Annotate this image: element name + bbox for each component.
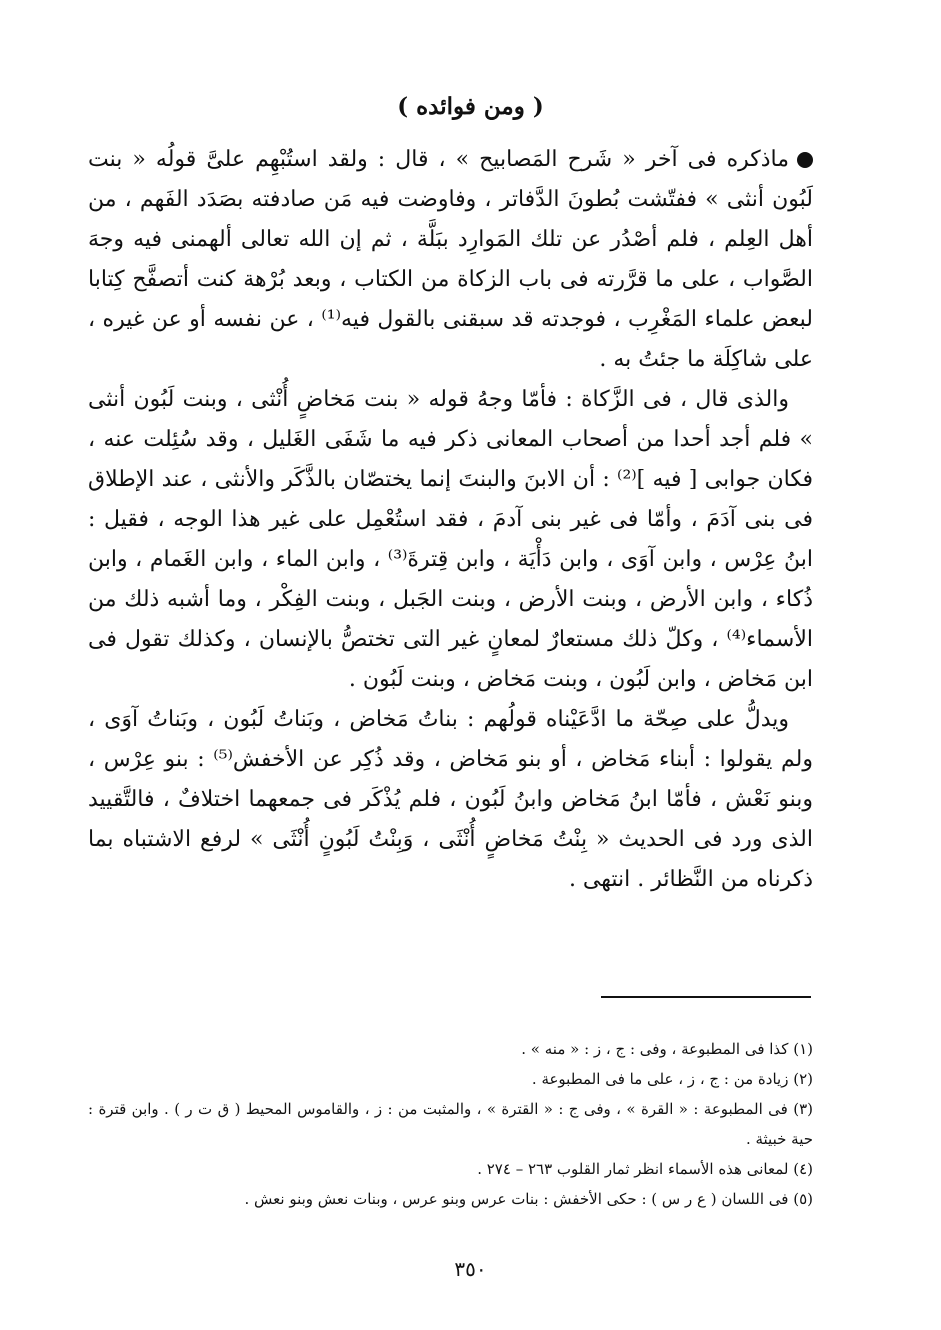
bullet-icon <box>797 152 813 168</box>
footnote-3: (٣) فى المطبوعة : « القرة » ، وفى ج : « القترة » ، والمثبت من : ز ، والقاموس المحيط ( ق ت ر ) . وابن قترة : حية خبيثة . <box>88 1100 813 1148</box>
footnote-4: (٤) لمعانى هذه الأسماء انظر ثمار القلوب ٢٦٣ – ٢٧٤ . <box>477 1160 813 1178</box>
paragraph-3: ويدلُّ على صِحّة ما ادَّعَيْناه قولُهم : بناتُ مَخاض ، وبَناتُ لَبُون ، وبَناتُ آوَى ، ولم يقولوا : أبناء مَخاض ، أو بنو مَخاض ، وقد ذُكِر عن الأخفش⁽⁵⁾ : بنو عِرْس ، وبنو نَعْش ، فأمّا ابنُ مَخاض وابنُ لَبُون ، فلم يُذْكَر فى جمعهما اختلافٌ ، فالتَّقييد الذى ورد فى الحديث « بِنْتُ مَخاضٍ أُنْثَى ، وَبِنْتُ لَبُونٍ أُنْثَى » لرفع الاشتباه بما ذكرناه من النَّظائر . انتهى . <box>88 707 813 892</box>
footnote-2: (٢) زيادة من : ج ، ز ، على ما فى المطبوعة . <box>531 1070 813 1088</box>
footnote-divider <box>601 996 811 998</box>
footnote-5: (٥) فى اللسان ( ع ر س ) : حكى الأخفش : بنات عرس وبنو عرس ، وبنات نعش وبنو نعش . <box>244 1190 813 1208</box>
paragraph-1-text: ماذكره فى آخر « شَرح المَصابيح » ، قال : ولقد استُبْهِم علىَّ قولُه « بنت لَبُون أنثى » ففتّشت بُطونَ الدَّفاتر ، وفاوضت فيه مَن صادفته بصَدَد الفَهم ، من أهل العِلم ، فلم أصْدُر عن تلك المَوارِد ببَلَّة ، ثم إن الله تعالى ألهمنى فيه وجهَ الصَّواب ، على ما قرَّرته فى باب الزكاة من الكتاب ، وبعد بُرْهة كنت أتصفَّح كِتابا لبعض علماء المَغْرِب ، فوجدته قد سبقنى بالقول فيه⁽¹⁾ ، عن نفسه أو عن غيره ، على شاكِلَة ما جئتُ به . <box>88 147 813 372</box>
paragraph-2: والذى قال ، فى الزَّكاة : فأمّا وجهُ قوله « بنت مَخاضٍ أُنْثى ، وبنت لَبُون أنثى » فلم أجد أحدا من أصحاب المعانى ذكر فيه ما شَفَى الغَليل ، وقد سُئِلت عنه ، فكان جوابى [ فيه ]⁽²⁾ : أن الابنَ والبنتَ إنما يختصّان بالذَّكَر والأنثى ، عند الإطلاق فى بنى آدَمَ ، وأمّا فى غير بنى آدمَ ، فقد استُعْمِل على غير هذا الوجه ، فقيل : ابنُ عِرْس ، وابن آوَى ، وابن دَأْيَة ، وابن قِترةَ⁽³⁾ ، وابن الماء ، وابن الغَمام ، وابن ذُكاء ، وابن الأرض ، وبنت الأرض ، وبنت الجَبل ، وبنت الفِكْر ، وما أشبه ذلك من الأسماء⁽⁴⁾ ، وكلّ ذلك مستعارٌ لمعانٍ غير التى تختصُّ بالإنسان ، وكذلك تقول فى ابن مَخاض ، وابن لَبُون ، وبنت مَخاض ، وبنت لَبُون . <box>88 387 813 692</box>
paragraph-1 <box>88 140 813 380</box>
section-heading: ( ومن فوائده ) <box>397 93 544 120</box>
page-number: ٣٥٠ <box>454 1257 487 1281</box>
footnotes <box>88 1034 813 1214</box>
footnote-1: (١) كذا فى المطبوعة ، وفى : ج ، ز : « منه » . <box>521 1040 813 1058</box>
main-text <box>88 140 813 900</box>
